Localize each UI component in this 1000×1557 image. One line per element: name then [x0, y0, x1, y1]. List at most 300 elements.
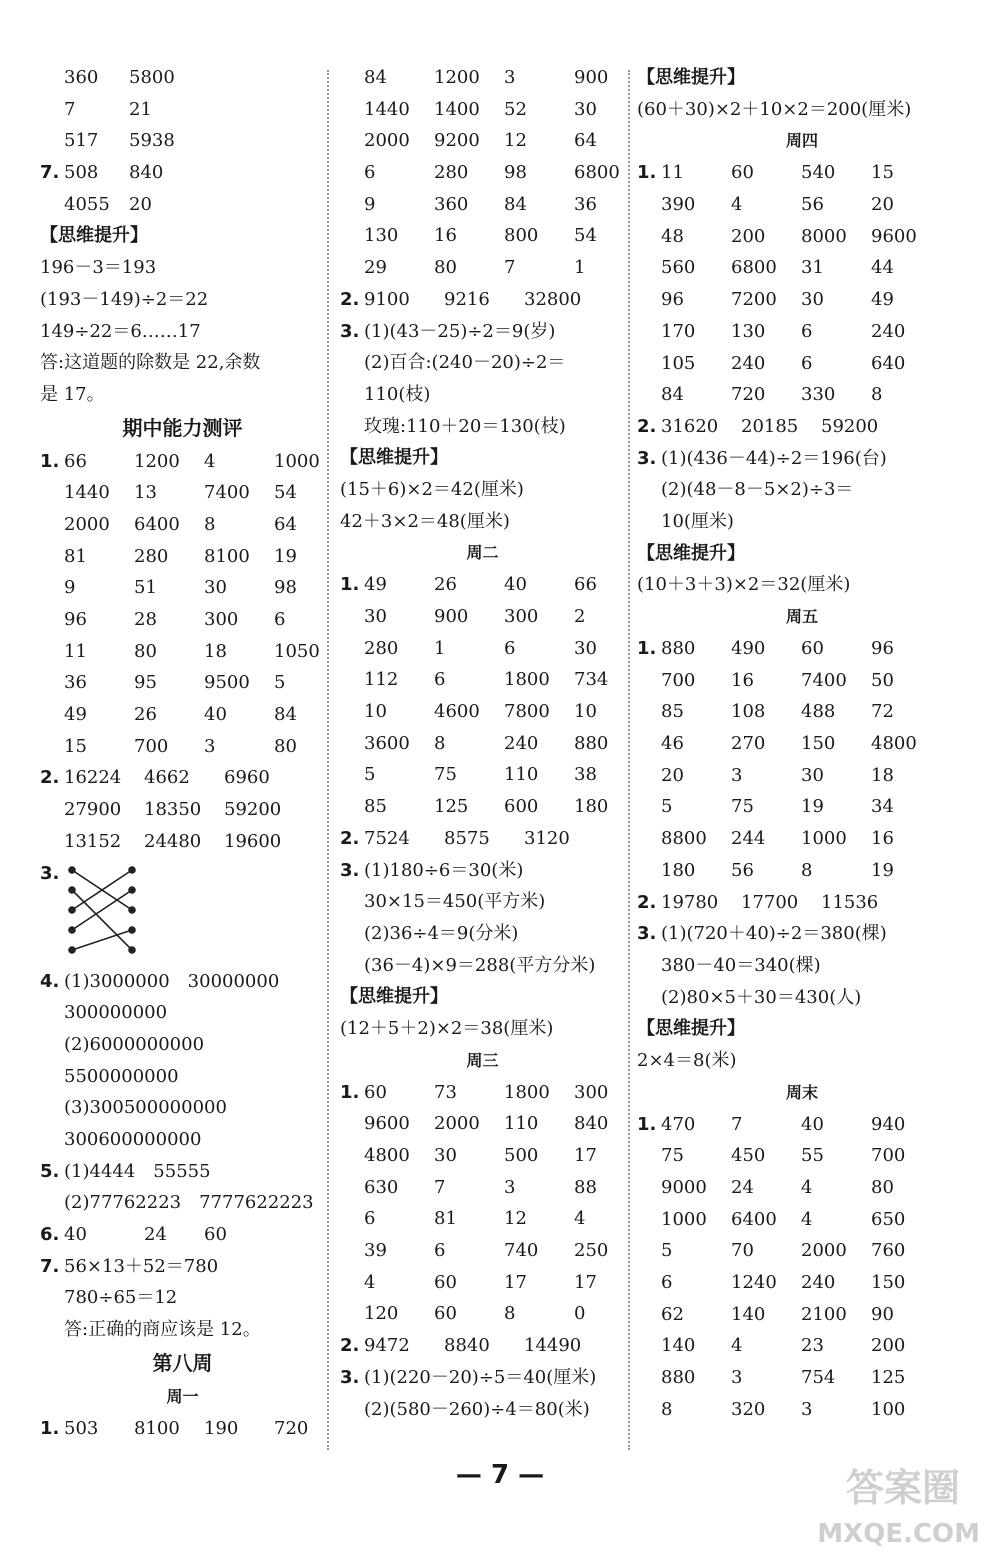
answer-value: 24480: [144, 830, 202, 852]
answer-line: [637, 506, 967, 538]
answer-value: 6: [801, 320, 813, 342]
answer-value: 140: [731, 1303, 766, 1325]
day-title: 周五: [785, 607, 818, 626]
answer-value: 1800: [504, 669, 550, 691]
answer-row: [637, 1140, 967, 1172]
answer-value: 50: [871, 669, 894, 691]
answer-value: 34: [871, 796, 894, 818]
question-number: 1.: [340, 1081, 360, 1103]
answer-value: 4: [364, 1271, 376, 1293]
answer-value: 240: [871, 320, 906, 342]
answer-value: 9200: [434, 130, 480, 152]
answer-row: [340, 94, 625, 126]
answer-value: 20: [129, 193, 152, 215]
answer-row: [637, 189, 967, 221]
answer-value: 13: [134, 482, 157, 504]
answer-value: 30: [204, 577, 227, 599]
answer-value: 28: [134, 609, 157, 630]
answer-row: [40, 604, 325, 636]
answer-value: 5: [661, 796, 673, 818]
answer-value: 1000: [801, 828, 847, 850]
answer-value: 900: [434, 606, 469, 627]
answer-value: 12: [504, 1208, 527, 1230]
answer-value: 170: [661, 320, 696, 342]
answer-line: [340, 316, 625, 348]
answer-row: [340, 569, 625, 601]
answer-line: [40, 1187, 325, 1219]
answer-row: [340, 1298, 625, 1330]
answer-value: 734: [574, 669, 609, 691]
text-line: 答:这道题的除数是 22,余数: [40, 352, 261, 374]
question-number: 1.: [637, 1113, 657, 1135]
answer-value: 17: [504, 1271, 527, 1293]
answer-row: [340, 728, 625, 760]
day-title: 周一: [166, 1386, 199, 1406]
answer-value: 60: [801, 638, 824, 659]
answer-row: [637, 411, 967, 443]
answer-value: 1440: [64, 482, 110, 504]
answer-row: [340, 633, 625, 665]
answer-row: [340, 1330, 625, 1362]
answer-row: [340, 601, 625, 633]
answer-value: 9600: [871, 225, 917, 247]
answer-value: 80: [434, 257, 457, 279]
answer-value: 6: [274, 609, 286, 630]
text-lines: [40, 252, 325, 410]
answer-value: 6400: [134, 513, 180, 535]
answer-row: [340, 664, 625, 696]
answer-value: 66: [64, 450, 87, 472]
answer-value: 8: [871, 384, 883, 406]
grid: [340, 823, 625, 855]
answer-value: 36: [574, 193, 597, 215]
answer-text: 300000000: [64, 1002, 168, 1024]
answer-value: 8100: [134, 1417, 180, 1439]
answer-value: 81: [64, 545, 87, 567]
answer-value: 4: [204, 450, 216, 472]
answer-value: 18: [871, 764, 894, 786]
answer-line: [40, 1124, 325, 1156]
answer-text: 5500000000: [64, 1065, 179, 1087]
answer-line: [40, 1029, 325, 1061]
grid: [340, 62, 625, 284]
answer-row: [40, 667, 325, 699]
answer-value: 75: [434, 764, 457, 786]
answer-line: [637, 950, 967, 982]
answer-text: (2)百合:(240－20)÷2＝: [364, 352, 566, 374]
grid: [40, 762, 325, 857]
answer-row: [340, 1077, 625, 1109]
answer-value: 125: [434, 796, 469, 818]
answer-row: [637, 157, 967, 189]
answer-row: [637, 379, 967, 411]
answer-value: 54: [574, 225, 597, 247]
answer-value: 21: [129, 98, 152, 120]
answer-value: 150: [871, 1272, 906, 1294]
answer-text: (2)(48－8－5×2)÷3＝: [661, 479, 854, 501]
answer-value: 49: [871, 289, 894, 311]
answer-row: [340, 62, 625, 94]
answer-text: (1)180÷6＝30(米): [364, 859, 524, 881]
answer-line: [340, 886, 625, 918]
question-number: 3.: [637, 447, 657, 469]
answer-value: 9472: [364, 1335, 410, 1357]
answer-value: 180: [574, 796, 609, 818]
answer-value: 7400: [204, 482, 250, 504]
answer-value: 46: [661, 733, 684, 755]
answer-value: 112: [364, 669, 399, 691]
answer-value: 7800: [504, 701, 550, 723]
page-number: — 7 —: [455, 1460, 545, 1490]
answer-value: 1: [574, 257, 586, 279]
answer-value: 4800: [364, 1145, 410, 1166]
answer-value: 8000: [801, 225, 847, 247]
question-3: [40, 858, 325, 892]
answer-value: 330: [801, 384, 836, 406]
grid: [40, 1413, 325, 1445]
answer-value: 1800: [504, 1081, 550, 1103]
answer-value: 19600: [224, 830, 282, 852]
answer-row: [637, 855, 967, 887]
answer-row: [637, 1204, 967, 1236]
answer-value: 490: [731, 638, 766, 659]
answer-value: 125: [871, 1367, 906, 1389]
answer-row: [637, 348, 967, 380]
answer-row: [637, 316, 967, 348]
answer-row: [40, 731, 325, 763]
text-line: (15＋6)×2＝42(厘米): [340, 478, 524, 500]
answer-row: [637, 284, 967, 316]
answer-value: 720: [731, 384, 766, 406]
answer-value: 760: [871, 1240, 906, 1262]
answer-line: [40, 1251, 325, 1283]
answer-value: 840: [129, 162, 164, 184]
answer-value: 6: [364, 162, 376, 184]
answer-row: [637, 665, 967, 697]
answer-value: 80: [871, 1177, 894, 1198]
question-number: 3.: [340, 1366, 360, 1388]
text-line: 149÷22＝6……17: [40, 320, 201, 342]
answer-value: 62: [661, 1303, 684, 1325]
text-lines: [637, 94, 967, 126]
answer-row: [40, 541, 325, 573]
question-number: 7.: [40, 162, 60, 184]
answer-text: (2)6000000000: [64, 1033, 205, 1055]
answer-value: 8575: [444, 827, 490, 849]
answer-value: 840: [574, 1113, 609, 1135]
answer-value: 73: [434, 1081, 457, 1103]
answer-value: 30: [574, 98, 597, 120]
answer-text: 300600000000: [64, 1128, 202, 1150]
answer-row: [40, 62, 325, 94]
answer-value: 60: [434, 1303, 457, 1325]
answer-value: 88: [574, 1176, 597, 1198]
answer-value: 98: [504, 162, 527, 184]
answer-value: 300: [504, 606, 539, 627]
answer-value: 650: [871, 1208, 906, 1230]
answer-row: [40, 446, 325, 478]
answer-row: [40, 572, 325, 604]
question-number: 1.: [40, 450, 60, 472]
answer-value: 3: [801, 1398, 813, 1420]
answer-row: [40, 636, 325, 668]
answer-line: [40, 966, 325, 998]
question-number: 4.: [40, 970, 60, 992]
question-number: 3.: [340, 320, 360, 342]
answer-value: 30: [434, 1145, 457, 1166]
answer-value: 84: [504, 193, 527, 215]
question-number: 1.: [637, 638, 657, 659]
answer-value: 8800: [661, 828, 707, 850]
answer-value: 17700: [741, 891, 799, 913]
answer-row: [637, 1109, 967, 1141]
watermark-logo: 答案圈: [845, 1466, 960, 1510]
answer-value: 10: [364, 701, 387, 723]
answer-value: 700: [871, 1145, 906, 1167]
answer-value: 8: [204, 513, 216, 535]
answer-value: 60: [204, 1224, 227, 1245]
thinking-label: 【思维提升】: [637, 1018, 745, 1040]
answer-value: 3: [204, 735, 216, 757]
text-lines: [340, 1013, 625, 1045]
answer-value: 96: [64, 609, 87, 630]
answer-value: 60: [731, 162, 754, 184]
answer-value: 59200: [224, 799, 282, 821]
answer-value: 2100: [801, 1303, 847, 1325]
answer-value: 12: [504, 130, 527, 152]
answer-value: 75: [661, 1145, 684, 1167]
answer-value: 20: [661, 764, 684, 786]
answer-row: [340, 189, 625, 221]
thinking-label: 【思维提升】: [637, 67, 745, 88]
answer-text: (2)36÷4＝9(分米): [364, 922, 519, 944]
answer-value: 280: [364, 637, 399, 659]
text-line: (12＋5＋2)×2＝38(厘米): [340, 1017, 554, 1039]
answer-line: [40, 1314, 325, 1346]
answer-value: 1440: [364, 98, 410, 120]
answer-value: 90: [871, 1303, 894, 1325]
numbered-lines: [340, 855, 625, 982]
answer-value: 1240: [731, 1272, 777, 1294]
answer-value: 9: [64, 577, 76, 599]
answer-row: [340, 1108, 625, 1140]
grid: [637, 411, 967, 443]
answer-line: [40, 1061, 325, 1093]
answer-value: 508: [64, 162, 99, 184]
answer-value: 66: [574, 574, 597, 596]
answer-value: 150: [801, 733, 836, 755]
numbered-lines: [40, 1251, 325, 1346]
answer-value: 8: [434, 732, 446, 754]
answer-value: 30: [574, 637, 597, 659]
answer-row: [637, 887, 967, 919]
answer-line: [340, 411, 625, 443]
answer-value: 60: [434, 1271, 457, 1293]
answer-value: 700: [134, 735, 169, 757]
answer-row: [637, 1394, 967, 1426]
numbered-lines: [637, 918, 967, 1013]
answer-value: 8100: [204, 545, 250, 567]
day-title: 周二: [466, 543, 499, 563]
grid: [40, 62, 325, 220]
answer-row: [40, 94, 325, 126]
answer-text: 110(枝): [364, 383, 431, 405]
answer-value: 240: [504, 732, 539, 754]
answer-row: [637, 221, 967, 253]
answer-text: 玫瑰:110＋20＝130(枝): [364, 415, 566, 437]
answer-value: 16: [871, 828, 894, 850]
answer-value: 7: [434, 1176, 446, 1198]
answer-value: 300: [204, 609, 239, 630]
answer-value: 740: [504, 1240, 539, 1262]
answer-row: [40, 699, 325, 731]
answer-value: 6: [364, 1208, 376, 1230]
answer-line: [40, 1092, 325, 1124]
answer-value: 503: [64, 1417, 99, 1439]
answer-value: 6960: [224, 767, 270, 789]
answer-value: 31: [801, 257, 824, 279]
answer-value: 11: [661, 162, 684, 184]
answer-value: 1000: [274, 450, 320, 472]
text-line: (10＋3＋3)×2＝32(厘米): [637, 574, 851, 596]
column-2: [340, 62, 625, 1425]
answer-text: (1)(436－44)÷2＝196(台): [661, 447, 887, 469]
answer-value: 280: [134, 545, 169, 567]
answer-value: 32800: [524, 288, 582, 310]
answer-row: [40, 1413, 325, 1445]
answer-value: 470: [661, 1113, 696, 1135]
answer-value: 84: [274, 704, 297, 726]
answer-row: [40, 794, 325, 826]
answer-value: 10: [574, 701, 597, 723]
answer-value: 200: [731, 225, 766, 247]
answer-value: 1050: [274, 640, 320, 662]
answer-value: 6: [661, 1272, 673, 1294]
answer-value: 3120: [524, 827, 570, 849]
answer-value: 49: [64, 704, 87, 726]
question-number: 2.: [40, 767, 60, 789]
numbered-lines: [40, 1156, 325, 1219]
answer-value: 38: [574, 764, 597, 786]
answer-value: 130: [364, 225, 399, 247]
answer-value: 39: [364, 1240, 387, 1262]
answer-value: 720: [274, 1417, 309, 1439]
answer-text: (3)300500000000: [64, 1097, 227, 1119]
answer-value: 3: [731, 764, 743, 786]
answer-value: 40: [64, 1224, 87, 1245]
numbered-lines: [340, 1362, 625, 1425]
answer-value: 30: [801, 764, 824, 786]
answer-value: 27900: [64, 799, 122, 821]
answer-value: 7400: [801, 669, 847, 691]
answer-value: 8: [801, 859, 813, 881]
answer-value: 390: [661, 194, 696, 216]
answer-value: 26: [434, 574, 457, 596]
answer-value: 29: [364, 257, 387, 279]
answer-value: 560: [661, 257, 696, 279]
answer-value: 81: [434, 1208, 457, 1230]
answer-value: 14490: [524, 1335, 582, 1357]
question-number: 7.: [40, 1255, 60, 1277]
answer-row: [637, 760, 967, 792]
numbered-lines: [637, 443, 967, 538]
answer-value: 64: [574, 130, 597, 152]
answer-value: 190: [204, 1417, 239, 1439]
answer-value: 55: [801, 1145, 824, 1167]
answer-value: 17: [574, 1145, 597, 1166]
answer-value: 1200: [434, 67, 480, 88]
answer-value: 540: [801, 162, 836, 184]
answer-row: [637, 1362, 967, 1394]
answer-line: [340, 379, 625, 411]
answer-value: 280: [434, 162, 469, 184]
answer-row: [340, 696, 625, 728]
answer-value: 880: [661, 638, 696, 659]
answer-value: 7: [504, 257, 516, 279]
answer-value: 59200: [821, 415, 879, 437]
question-number: 6.: [40, 1224, 60, 1245]
answer-value: 19: [871, 859, 894, 881]
thinking-label: 【思维提升】: [40, 225, 148, 247]
answer-row: [637, 696, 967, 728]
answer-value: 3: [731, 1367, 743, 1389]
answer-value: 800: [504, 225, 539, 247]
answer-value: 5: [274, 672, 286, 694]
answer-value: 54: [274, 482, 297, 504]
answer-row: [637, 1172, 967, 1204]
answer-line: [340, 1394, 625, 1426]
question-number: 3.: [637, 923, 657, 945]
answer-row: [340, 759, 625, 791]
answer-line: [637, 982, 967, 1014]
answer-line: [637, 443, 967, 475]
answer-value: 16224: [64, 767, 122, 789]
answer-value: 900: [574, 67, 609, 88]
grid: [340, 569, 625, 823]
answer-value: 5800: [129, 67, 175, 88]
answer-value: 110: [504, 764, 539, 786]
answer-value: 240: [731, 352, 766, 374]
grid: [340, 1330, 625, 1362]
question-number: 2.: [637, 891, 657, 913]
question-number: 3.: [340, 859, 360, 881]
answer-value: 5: [364, 764, 376, 786]
question-number: 1.: [637, 162, 657, 184]
answer-value: 244: [731, 828, 766, 850]
answer-value: 11536: [821, 891, 879, 913]
answer-text: (2)80×5＋30＝430(人): [661, 986, 862, 1008]
answer-value: 80: [274, 735, 297, 757]
answer-value: 23: [801, 1335, 824, 1357]
answer-value: 96: [871, 638, 894, 659]
grid: [637, 887, 967, 919]
text-line: (60＋30)×2＋10×2＝200(厘米): [637, 98, 912, 120]
answer-line: [40, 1282, 325, 1314]
answer-value: 4: [731, 194, 743, 216]
answer-value: 18350: [144, 799, 202, 821]
answer-value: 75: [731, 796, 754, 818]
text-lines: [637, 569, 967, 601]
answer-value: 95: [134, 672, 157, 694]
answer-value: 7524: [364, 827, 410, 849]
answer-value: 754: [801, 1367, 836, 1389]
answer-value: 880: [661, 1367, 696, 1389]
answer-text: 10(厘米): [661, 510, 734, 532]
answer-text: 答:正确的商应该是 12。: [64, 1319, 261, 1341]
answer-value: 9500: [204, 672, 250, 694]
answer-value: 96: [661, 289, 684, 311]
section-title: 期中能力测评: [122, 415, 243, 440]
